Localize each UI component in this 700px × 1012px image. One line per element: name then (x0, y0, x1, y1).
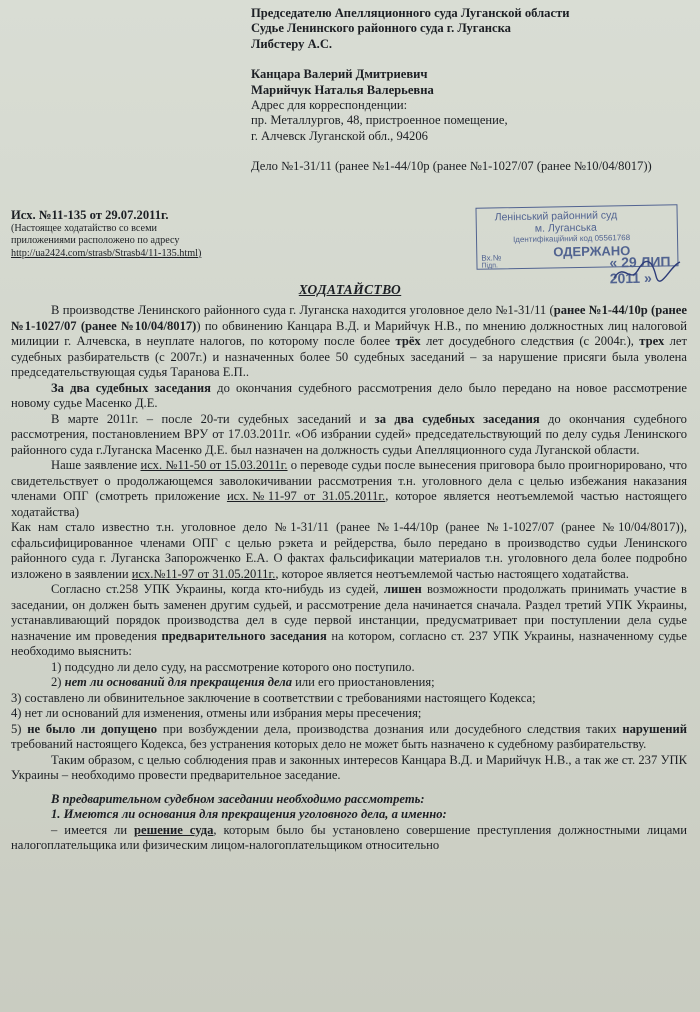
outgoing-note-2: приложениями расположено по адресу (11, 235, 180, 247)
stamp-signature-label: Підп. (481, 262, 498, 270)
paragraph-5: Как нам стало известно т.н. уголовное дело №1-31/11 (ранее №1-44/10р (ранее №1-1027/07 (ранее №10/04/8017)), сфальсифицированное членами ОПГ с целью рэкета и рейдерства, было передано в производство судьи Ленинского районного суда г. Луганска Запорожченко Е.А. О фактах фальсификации материалов т.н. уголовного дела более подробно изложено в заявлении исх.№11-97 от 31.05.2011г., которое является неотъемлемой частью настоящего ходатайства. (11, 520, 687, 581)
outgoing-number: Исх. №11-135 от 29.07.2011г. (11, 208, 169, 222)
subsection-heading: 1. Имеются ли основания для прекращения уголовного дела, а именно: (51, 807, 447, 821)
sender-line-2: Марийчук Наталья Валерьевна (251, 82, 434, 97)
paragraph-1: В производстве Ленинского районного суда г. Луганска находится уголовное дело №1-31/11 (ранее №1-44/10р (ранее №1-1027/07 (ранее №10/04/8017)) по обвинению Канцара В.Д. и Марийчук Н.В., по мнению должностных лиц налоговой милиции г. Алчевска, в неуплате налогов, по которому после более трёх лет досудебного следствия (с 2004г.), трех лет судебных разбирательств (с 2007г.) и назначенных более 50 судебных заседаний – за нарушение присяги была уволена председательствующая судья Таранова Е.П.. (11, 303, 687, 379)
list-item-3: 3) составлено ли обвинительное заключение в соответствии с требованиями настоящего Кодекса; (11, 690, 536, 705)
stamp-city: м. Луганська (534, 221, 597, 235)
sender-line-1: Канцара Валерий Дмитриевич (251, 67, 428, 82)
stamp-received: ОДЕРЖАНО (553, 243, 631, 260)
list-item-5: 5) не было ли допущено при возбуждении дела, производства дознания или досудебного следствия таких нарушений требований настоящего Кодекса, без устранения которых дело не может быть назначено к судебному разбирательству. (11, 721, 687, 751)
addressee-line-3: Либстеру А.С. (251, 36, 333, 51)
document-body (11, 303, 687, 854)
list-item-4: 4) нет ли оснований для изменения, отмены или избрания меры пресечения; (11, 706, 422, 720)
paragraph-8: – имеется ли решение суда, которым было бы установлено совершение преступления должностными лицами налогоплательщика или физическим лицом-налогоплательщиком относительно (11, 822, 687, 852)
correspondence-street: пр. Металлургов, 48, пристроенное помещение, (251, 113, 508, 128)
correspondence-label: Адрес для корреспонденции: (251, 98, 408, 113)
stamp-date: « 29 ЛИП 2011 » (609, 253, 671, 287)
paragraph-2: За два судебных заседания до окончания судебного рассмотрения дело было передано на новое рассмотрение новому судье Масенко Д.Е. (11, 380, 687, 410)
paragraph-4: Наше заявление исх. №11-50 от 15.03.2011г. о переводе судьи после вынесения приговора было проигнорировано, что свидетельствует о продолжающемся заволокичивании рассмотрения т.н. уголовного дела с целью избежания наказания членами ОПГ (смотреть приложение исх.№11-97 от 31.05.2011г., которое является неотъемлемой частью настоящего ходатайства) (11, 458, 688, 519)
outgoing-note-1: (Настоящее ходатайство со всеми (11, 223, 157, 234)
addressee-block (251, 6, 696, 175)
list-item-1: 1) подсудно ли дело суду, на рассмотрение которого оно поступило. (51, 659, 415, 674)
stamp-code: Ідентифікаційний код 05561768 (512, 233, 631, 245)
paragraph-3: В марте 2011г. – после 20-ти судебных заседаний и за два судебных заседания до окончания судебного рассмотрения, постановлением ВРУ от 17.03.2011г. «Об избрании судей» председательствующий по делу судья Ленинского районного суда г.Луганска Масенко Д.Е. был назначен на должность судьи Апелляционного суда Луганской области. (11, 411, 687, 457)
outgoing-reference (11, 208, 261, 260)
case-reference: Дело №1-31/11 (ранее №1-44/10р (ранее №1-1027/07 (ранее №10/04/8017)) (251, 159, 652, 174)
addressee-line-1: Председателю Апелляционного суда Луганской области (251, 6, 570, 20)
paragraph-6: Согласно ст.258 УПК Украины, когда кто-нибудь из судей, лишен возможности продолжать принимать участие в заседании, он должен быть заменен другим судьей, и рассмотрение дела начинается сначала. Раздел третий УПК Украины, устанавливающий порядок производства дел в суде первой инстанции, предусматривает при поступлении дела судье назначение им проведения предварительного заседания на котором, согласно ст. 237 УПК Украины, назначенному судье необходимо выяснить: (11, 582, 688, 658)
section-heading: В предварительном судебном заседании необходимо рассмотреть: (51, 791, 425, 806)
document-title: ХОДАТАЙСТВО (298, 282, 402, 297)
addressee-line-2: Судье Ленинского районного суда г. Луганска (251, 21, 511, 36)
list-item-2: 2) нет ли оснований для прекращения дела или его приостановления; (51, 675, 435, 689)
stamp-incoming-number: Вх.№ (481, 253, 502, 263)
paragraph-7: Таким образом, с целью соблюдения прав и законных интересов Канцара В.Д. и Марийчук Н.В., а так же ст. 237 УПК Украины – необходимо провести предварительное заседание. (11, 752, 687, 782)
correspondence-city: г. Алчевск Луганской обл., 94206 (251, 128, 428, 143)
outgoing-url[interactable]: http://ua2424.com/strasb/Strasb4/11-135.html) (11, 247, 202, 259)
stamp-court: Ленінський районний суд (494, 209, 618, 224)
